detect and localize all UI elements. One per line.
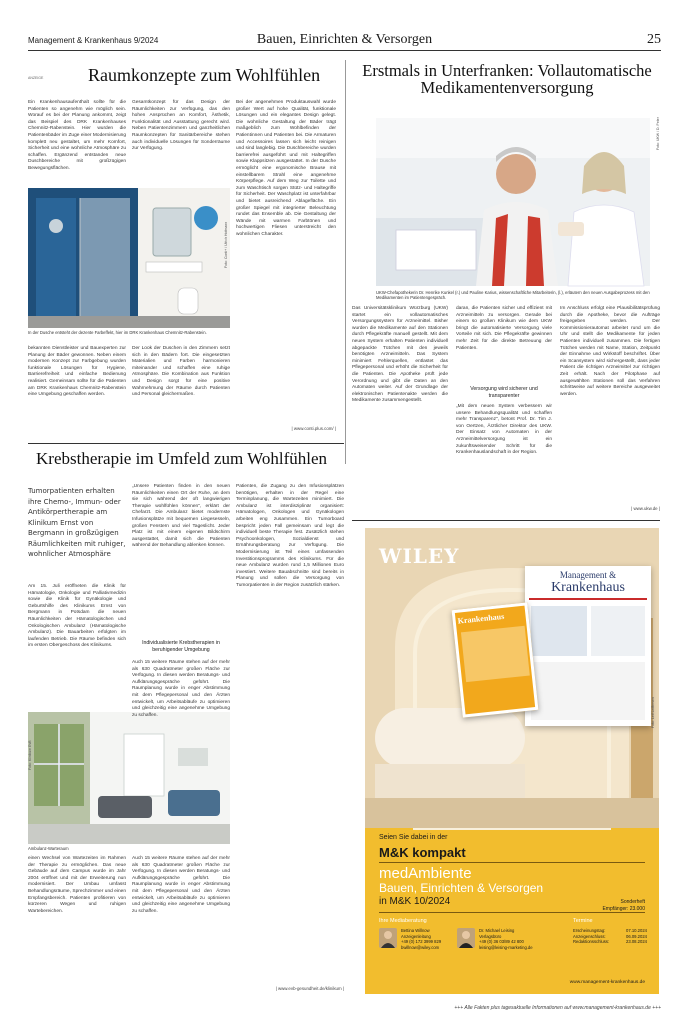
cover-image-3 bbox=[531, 662, 645, 720]
article1-col2b: Der Look der Duschen in den Zimmern setzt sich in den Bädern fort. Die eingesetzten Materialien und Farben harmonieren miteinander und schaffen eine ruhige Atmosphäre. Die Kombination aus Funktion und Design sorgt für eine positive Wahrnehmung der Räume durch Patienten und Personal gleichermaßen. bbox=[132, 346, 230, 398]
column-divider bbox=[345, 60, 346, 464]
ad-kompakt: M&K kompakt bbox=[379, 845, 466, 860]
article3-photo-credit: Foto: Klinikum EvB bbox=[28, 740, 32, 770]
article1-col1: Ein Krankenhausaufenthalt sollte für die Patienten so angenehm wie möglich sein. Worauf es bei der Planung ankommt, zeigt das Beispiel des DRK Krankenhauses Chemnitz-Rabenstein. Hier wurden die Patientenbäder im Zuge einer Modernisierung komplett neu gestaltet, um mehr Komfort, Sicherheit und eine wohnliche Atmosphäre zu schaffen. Ergänzend entstanden neue Duschbereiche mit großzügigen Bewegungsflächen. bbox=[28, 100, 126, 171]
masthead-line1: Management & bbox=[559, 570, 617, 580]
article1-source: | www.conti.plus.com/ | bbox=[291, 426, 336, 431]
ad-url[interactable]: www.management-krankenhaus.de bbox=[569, 980, 645, 985]
article3-caption: Ambulanz-Warteraum bbox=[28, 846, 69, 851]
article2-source: | www.ukw.de | bbox=[631, 506, 660, 511]
article3-col1b: einen Wechsel von Wartezeiten im Rahmen der Therapie zu ermöglichen. Das neue Gebäude auf dem Campus wurde im Jahr 2004 eröffnet und mit der Erweiterung nun modernisiert. Der Umbau umfasst Behandlungsräume, Sprechzimmer und einen Empfangsbereich. Patienten profitieren von kürzeren Wegen und ruhigen Wartebereichen. bbox=[28, 856, 126, 914]
article2-caption: UKW-Chefapothekerin Dr. Henrike Kunkel (r.) und Pauline Karius, wissenschaftliche Mitarbeiterin, (l.), erläutern den neuen Ausgabeprozess mit den Medikamenten im Patientengespräch. bbox=[376, 290, 650, 301]
contact1-name: Bettina Willnow bbox=[401, 928, 430, 933]
contact1-phone: +49 (0) 172 3999 829 bbox=[401, 939, 442, 945]
waiting-room-illustration bbox=[28, 712, 230, 844]
ad-rule-1 bbox=[379, 862, 645, 863]
date3-value: 23.08.2024 bbox=[626, 939, 647, 945]
ad-sonderheft-count: Empfänger: 23.000 bbox=[602, 905, 645, 912]
ad-issue: in M&K 10/2024 bbox=[379, 896, 451, 907]
article2-subhead: Versorgung wird sicherer und transparenter bbox=[470, 386, 538, 399]
cover-image-1 bbox=[531, 606, 587, 656]
date2-label: Anzeigenschluss: bbox=[573, 933, 606, 939]
bathroom-photo bbox=[28, 188, 230, 328]
ad-media-label: Ihre Mediaberatung bbox=[379, 918, 427, 924]
article3-col3: Patienten, die Zugang zu den Infusionsplätzen benötigen, erhalten in der Regel eine Terminplanung, die Wartezeiten minimiert. Die Ambulanz ist interdisziplinär organisiert: Hämatologen, Onkologen und Gynäkologen arbeiten eng zusammen. Ein Tumorboard bespricht jeden Fall gemeinsam und legt die individuell beste Therapie fest. Zusätzlich stehen Psychoonkologen, Sozialdienst und Ernährungsberatung zur Verfügung. Die Modernisierung ist Teil eines umfassenden Investitionsprogramms des Klinikums. Für die neue Ambulanz wurden rund 1,5 Millionen Euro investiert. Weitere Bauabschnitte sind bereits in Planung und sollen die Versorgung von Tumorpatienten in der Region zusätzlich stärken. bbox=[236, 484, 344, 588]
ad-section: Bauen, Einrichten & Versorgen bbox=[379, 881, 544, 895]
pharmacy-photo bbox=[376, 118, 650, 286]
article3-source: | www.evb-gesundheit.de/klinikum | bbox=[275, 986, 344, 991]
article3-title: Krebstherapie im Umfeld zum Wohlfühlen bbox=[36, 449, 328, 468]
article3-col1: Am 15. Juli eröffneten die Klinik für Hämatologie, Onkologie und Palliativmedizin sowie die Klinik für Gynäkologie und Geburtshilfe des Klinikums Ernst von Bergmann in Potsdam die neuen Räumlichkeiten der Hämatologischen und Onkologischen Ambulanz (Hämatologische Ambulanz). Die Bauarbeiten erfolgten im laufenden Betrieb. Die Räume befinden sich im ersten Obergeschoss des Klinikums. bbox=[28, 584, 126, 649]
footer-note[interactable]: +++ Alle Fakten plus tagesaktuelle Informationen auf www.management-krankenhaus.de +++ bbox=[454, 1005, 661, 1011]
contact2-name: Dr. Michael Leising bbox=[479, 928, 515, 933]
ad-photo-credit: Foto: Leif Leiffersen bbox=[651, 697, 655, 728]
article1-col1b: bekannten Dienstleister und Bauexperten zur Planung der Bäder gewonnen. Neben einem modernen Konzept zur Farbgebung wurden funktionale Lösungen für Hygiene, Barrierefreiheit und einfache Bedienung realisiert. Gemeinsam sollte für die Patienten am DRK Krankenhaus Chemnitz-Rabenstein eine Umgebung geschaffen werden. bbox=[28, 346, 126, 398]
ad-medambiente: medAmbiente bbox=[379, 865, 472, 882]
date-row-3 bbox=[573, 939, 647, 945]
contact2-role: Verlagsbüro bbox=[479, 933, 502, 939]
avatar bbox=[457, 928, 475, 948]
article3-intro: Tumorpatienten erhalten ihre Chemo-, Immun- oder Antikörpertherapie am Klinikum Ernst von Bergmann in großzügigen Räumlichkeiten mit ruhiger, wohnlicher Atmosphäre bbox=[28, 487, 126, 558]
cover-image-2 bbox=[591, 606, 645, 656]
advertisement[interactable] bbox=[365, 528, 659, 994]
ad-dates-label: Termine bbox=[573, 918, 593, 924]
ad-rule-2 bbox=[379, 912, 645, 913]
article1-kicker: ANZEIGE bbox=[28, 76, 44, 80]
article1-photo-credit: Foto: Conti+ / Ulrich Hofmann bbox=[224, 221, 228, 268]
article1-col2: Gesamtkonzept für das Design der Räumlichkeiten zur Verfügung, das den hohen Ansprüchen an Komfort, Ästhetik, Funktionalität und Ausstattung gerecht wird. Neben Patientenzimmern und ganzheitlichen Raumkonzepten für Sanitärbereiche stehen auch individuelle Lösungen für Sonderräume zur Verfügung. bbox=[132, 100, 230, 152]
magazine-masthead bbox=[529, 570, 647, 600]
article2-col2: daran, die Patienten sicher und effizient mit Arzneimitteln zu versorgen. Gerade bei einem so großen Klinikum wie dem UKW bringt die automatisierte Versorgung viele Vorteile mit sich. Die Pflegekräfte gewinnen mehr Zeit für die direkte Betreuung der Patienten. bbox=[456, 306, 552, 351]
article3-col2: „Unsere Patienten finden in den neuen Räumlichkeiten einen Ort der Ruhe, an dem sie sich während der oft langwierigen Therapie wohlfühlen können", erklärt der Chefarzt. Die Ambulanz bietet modernste Infusionsplätze mit bequemen Liegesesseln, großen Fenstern und viel Tageslicht. Jeder Platz ist mit einem eigenen Bildschirm ausgestattet, damit sich die Patienten während der Behandlung ablenken können. bbox=[132, 484, 230, 549]
article2-title: Erstmals in Unterfranken: Vollautomatische Medikamentenversorgung bbox=[362, 61, 652, 98]
page-number: 25 bbox=[647, 32, 661, 47]
magazine-cover-kompakt bbox=[452, 602, 539, 717]
article2-col2b: „Mit dem neuen System verbessern wir unsere Behandlungsqualität und schaffen mehr Transparenz", betont Prof. Dr. Tim J. von Oertzen, Ärztlicher Direktor des UKW. Der Einsatz von Automaten in der Arzneimittelversorgung ist ein zukunftsweisender Schritt für die Krankenhauslandschaft in der Region. bbox=[456, 404, 552, 456]
person-icon bbox=[379, 928, 397, 948]
header-section: Bauen, Einrichten & Versorgen bbox=[256, 32, 433, 47]
header-issue: Management & Krankenhaus 9/2024 bbox=[28, 36, 159, 45]
contact2-mail[interactable]: leising@leising-marketing.de bbox=[479, 944, 533, 950]
header-rule bbox=[28, 50, 661, 51]
article1-caption: In der Dusche entsteht der dezente Farbeffekt, hier im DRK Krankenhaus Chemnitz-Rabenstein. bbox=[28, 330, 207, 335]
magazine-cover-main bbox=[525, 566, 651, 726]
contact1-mail[interactable]: bwillnow@wiley.com bbox=[401, 944, 440, 950]
avatar bbox=[379, 928, 397, 948]
date1-value: 07.10.2024 bbox=[626, 928, 647, 933]
date3-label: Redaktionsschluss: bbox=[573, 939, 610, 945]
ad-sonderheft bbox=[602, 899, 645, 912]
ambulance-photo bbox=[28, 712, 230, 844]
date2-value: 06.09.2024 bbox=[626, 933, 647, 939]
ad-lead: Seien Sie dabei in der bbox=[379, 834, 448, 841]
kompakt-masthead: Krankenhaus bbox=[457, 611, 505, 626]
article3-col2c: Auch 15 weitere Räume stehen auf der mehr als 630 Quadratmeter großen Fläche zur Verfügung. In diesen werden Beratungs- und Aufklärungsgespräche geführt. Die Raumplanung wurde in enger Abstimmung mit dem Pflegepersonal und den Ärzten entwickelt, um Arbeitsabläufe zu optimieren und gleichzeitig eine angenehme Umgebung zu schaffen. bbox=[132, 856, 230, 914]
article-divider-left bbox=[28, 443, 344, 444]
article2-col3: Im Anschluss erfolgt eine Plausibilitätsprüfung durch die Apotheke, bevor die Aufträge freigegeben werden. Der Kommissionierautomat arbeitet rund um die Uhr und stellt die Medikamente für jeden Patienten individuell zusammen. Die fertigen Tütchen werden mit Name, Station, Zeitpunkt der Einnahme und Wirkstoff beschriftet. Über ein Scansystem wird sichergestellt, dass jeder Patient die richtigen Arzneimittel zur richtigen Zeit erhält. Nach der Pilotphase auf ausgewählten Stationen soll das Verfahren schrittweise auf weitere Bereiche ausgeweitet werden. bbox=[560, 306, 660, 397]
article1-title: Raumkonzepte zum Wohlfühlen bbox=[88, 65, 321, 85]
wiley-logo: WILEY bbox=[379, 544, 460, 568]
contact1-role: Anzeigenleitung bbox=[401, 933, 431, 939]
article3-subhead: Individualisierte Krebstherapien in beruhigender Umgebung bbox=[142, 640, 220, 653]
article1-col3: Bei der angenehmen Produktauswahl wurde großer Wert auf hohe Qualität, funktionale Lösungen und ein elegantes Design gelegt. Die wohnliche Gestaltung der Bäder trägt maßgeblich zum Wohlbefinden der Patientinnen und Patienten bei. Die Armaturen und Accessoires lassen sich leicht reinigen und sind langlebig. Die Duschbereiche wurden barrierefrei ausgeführt und mit Haltegriffen sowie Klappsitzen ausgestattet. In der Dusche ermöglicht eine ergonomische Brause mit einstellbarem Strahl eine angenehme Körperpflege. Auf dem Weg zur Toilette und zum Waschtisch sorgen Stütz- und Haltegriffe für Sicherheit. Der Waschplatz ist unterfahrbar und bietet ausreichend Ablagefläche. Ein großer Spiegel mit integrierter Beleuchtung rundet das Ensemble ab. Die Gestaltung der Wände mit warmen Farbtönen und hochwertigen Fliesen unterstreicht den wohnlichen Charakter. bbox=[236, 100, 336, 237]
bathroom-illustration bbox=[28, 188, 230, 328]
contact2-phone: +49 (0) 36 03/89 42 800 bbox=[479, 939, 524, 945]
ad-sonderheft-label: Sonderheft bbox=[620, 899, 645, 905]
ad-dates bbox=[573, 928, 647, 945]
article-divider-right bbox=[352, 520, 660, 521]
contact2 bbox=[479, 928, 571, 950]
article2-col1: Das Universitätsklinikum Würzburg (UKW) startet ein vollautomatisches Versorgungssystem für Arzneimittel. Bisher wurden die Medikamente auf den Stationen durch Pflegekräfte manuell gestellt. Mit dem neuen System erhalten Patienten individuell abgepackte Tütchen mit den jeweils benötigten Arzneimitteln. Das System minimiert Fehlerquellen, entlastet das Pflegepersonal und erhöht die Sicherheit für die Patienten. Die Apotheke prüft jede Verordnung und gibt die Daten an den Automaten weiter. Auf der Grundlage der elektronischen Patientenakte werden die Medikamente zusammengestellt. bbox=[352, 306, 448, 404]
person-icon bbox=[457, 928, 475, 948]
article2-photo-credit: Foto: UKW / D. Peter bbox=[656, 117, 660, 150]
masthead-line2: Krankenhaus bbox=[551, 580, 625, 595]
date1-label: Erscheinungstag: bbox=[573, 928, 606, 933]
article3-col2b: Auch 15 weitere Räume stehen auf der mehr als 630 Quadratmeter großen Fläche zur Verfügung. In diesen werden Beratungs- und Aufklärungsgespräche geführt. Die Raumplanung wurde in enger Abstimmung mit dem Pflegepersonal und den Ärzten entwickelt, um Arbeitsabläufe zu optimieren und gleichzeitig eine angenehme Umgebung zu schaffen. bbox=[132, 660, 230, 718]
kompakt-cover-image bbox=[461, 626, 530, 682]
pharmacy-illustration bbox=[376, 118, 650, 286]
